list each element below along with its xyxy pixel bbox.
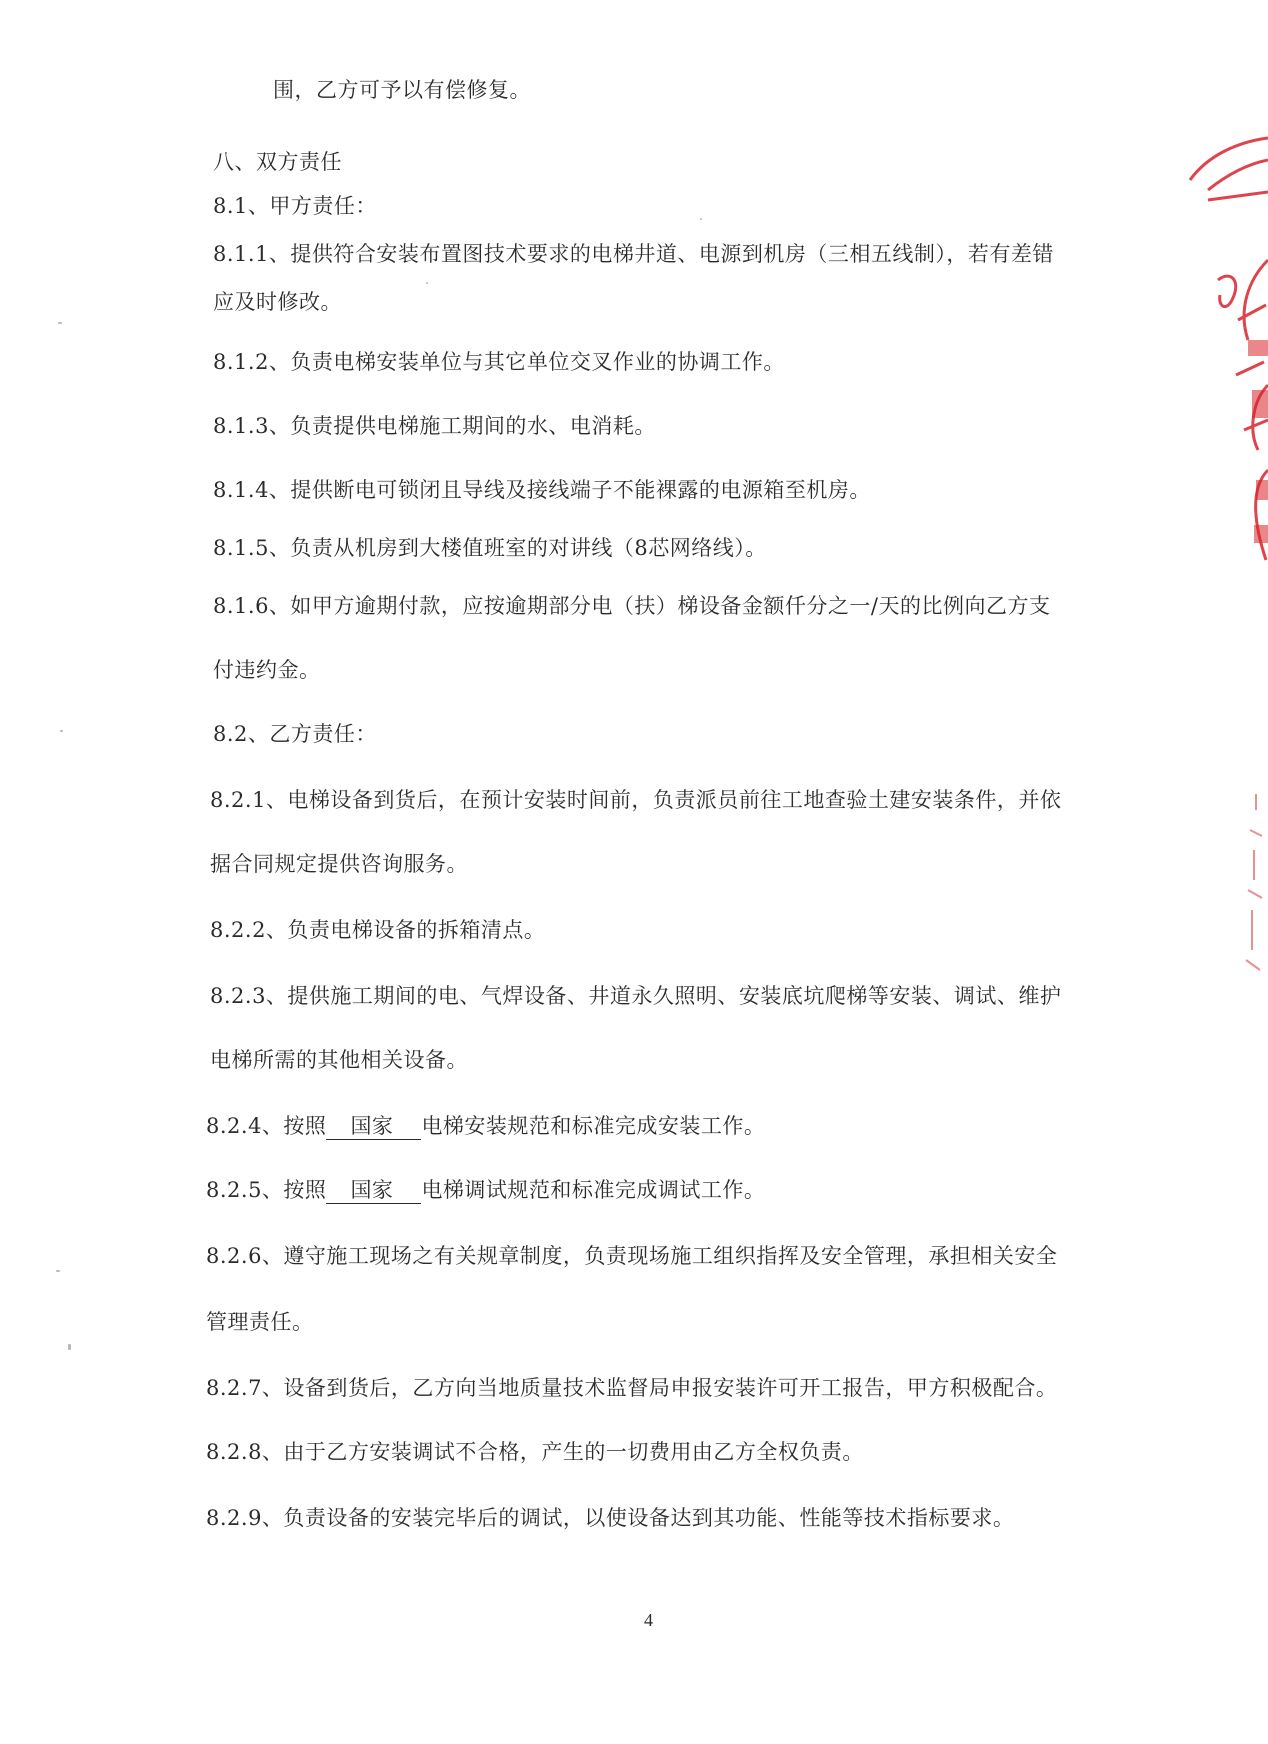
scan-speck xyxy=(426,282,428,284)
page-number: 4 xyxy=(644,1610,653,1630)
scan-speck xyxy=(68,1344,71,1350)
clause-8-2-9: 8.2.9、负责设备的安装完毕后的调试，以使设备达到其功能、性能等技术指标要求。 xyxy=(206,1506,1015,1530)
section-heading: 八、双方责任 xyxy=(213,150,342,174)
scan-speck xyxy=(56,1270,60,1272)
subsection-heading: 8.1、甲方责任： xyxy=(213,194,377,218)
clause-8-1-6-continued: 付违约金。 xyxy=(213,658,321,682)
subsection-heading: 8.2、乙方责任： xyxy=(213,722,377,746)
clause-text: 电梯调试规范和标准完成调试工作。 xyxy=(421,1178,766,1202)
clause-8-1-5: 8.1.5、负责从机房到大楼值班室的对讲线（8芯网络线）。 xyxy=(213,536,767,560)
clause-8-2-1: 8.2.1、电梯设备到货后，在预计安装时间前，负责派员前往工地查验土建安装条件，并依 xyxy=(210,788,1062,812)
scan-speck xyxy=(60,730,63,732)
scan-speck xyxy=(700,218,702,220)
clause-8-1-2: 8.1.2、负责电梯安装单位与其它单位交叉作业的协调工作。 xyxy=(213,350,785,374)
clause-8-2-8: 8.2.8、由于乙方安装调试不合格，产生的一切费用由乙方全权负责。 xyxy=(206,1440,864,1464)
clause-text: 电梯安装规范和标准完成安装工作。 xyxy=(421,1114,766,1138)
clause-label: 8.2.4、按照 xyxy=(206,1114,327,1138)
clause-label: 8.2.5、按照 xyxy=(206,1178,327,1202)
clause-8-2-2: 8.2.2、负责电梯设备的拆箱清点。 xyxy=(210,918,546,942)
clause-8-1-1: 8.1.1、提供符合安装布置图技术要求的电梯井道、电源到机房（三相五线制），若有差错 xyxy=(213,242,1054,266)
clause-8-2-3: 8.2.3、提供施工期间的电、气焊设备、井道永久照明、安装底坑爬梯等安装、调试、维护 xyxy=(210,984,1062,1008)
clause-8-1-3: 8.1.3、负责提供电梯施工期间的水、电消耗。 xyxy=(213,414,656,438)
seal-stamp-fragment-icon xyxy=(1228,790,1268,990)
seal-stamp-icon xyxy=(1178,130,1268,600)
clause-8-1-1-continued: 应及时修改。 xyxy=(213,290,342,314)
clause-8-2-6: 8.2.6、遵守施工现场之有关规章制度，负责现场施工组织指挥及安全管理，承担相关安全 xyxy=(206,1244,1058,1268)
clause-8-1-4: 8.1.4、提供断电可锁闭且导线及接线端子不能裸露的电源箱至机房。 xyxy=(213,478,871,502)
filled-blank: 国家 xyxy=(326,1113,421,1140)
clause-8-2-1-continued: 据合同规定提供咨询服务。 xyxy=(210,852,468,876)
filled-blank: 国家 xyxy=(326,1177,421,1204)
clause-8-1-6: 8.1.6、如甲方逾期付款，应按逾期部分电（扶）梯设备金额仟分之一/天的比例向乙方支 xyxy=(213,594,1051,618)
text-line: 围，乙方可予以有偿修复。 xyxy=(273,78,531,102)
clause-8-2-3-continued: 电梯所需的其他相关设备。 xyxy=(210,1048,468,1072)
scan-speck xyxy=(58,322,62,324)
clause-8-2-7: 8.2.7、设备到货后，乙方向当地质量技术监督局申报安装许可开工报告，甲方积极配合。 xyxy=(206,1376,1058,1400)
clause-8-2-6-continued: 管理责任。 xyxy=(206,1310,314,1334)
clause-8-2-5 xyxy=(206,1176,765,1204)
clause-8-2-4 xyxy=(206,1112,765,1140)
